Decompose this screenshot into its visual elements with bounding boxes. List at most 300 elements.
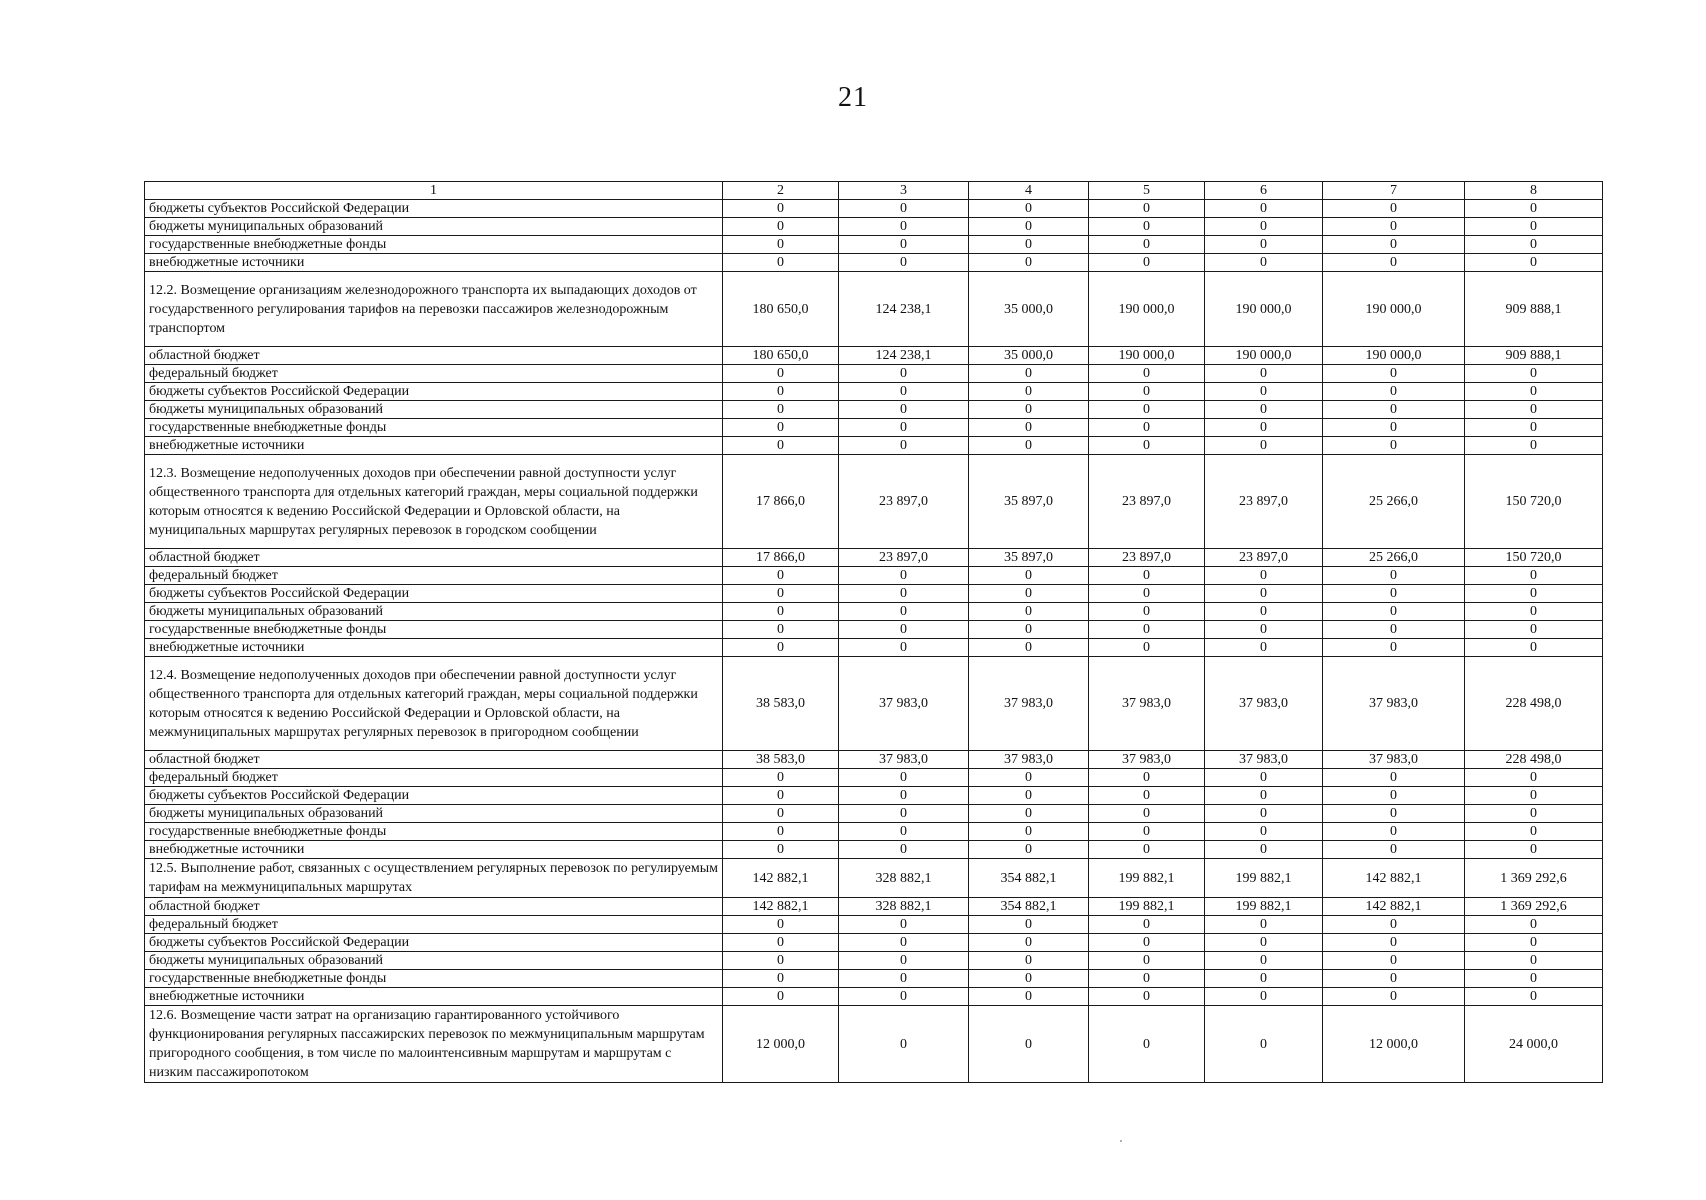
value-cell: 38 583,0 xyxy=(723,657,839,751)
value-cell: 180 650,0 xyxy=(723,272,839,347)
value-cell: 142 882,1 xyxy=(1323,859,1465,898)
table-row xyxy=(145,347,1603,365)
value-cell: 0 xyxy=(1465,603,1603,621)
table-row xyxy=(145,437,1603,455)
value-cell: 0 xyxy=(1205,769,1323,787)
value-cell: 0 xyxy=(1089,952,1205,970)
value-cell: 0 xyxy=(839,916,969,934)
value-cell: 0 xyxy=(1465,639,1603,657)
row-label: бюджеты субъектов Российской Федерации xyxy=(145,787,723,805)
value-cell: 0 xyxy=(839,1006,969,1083)
value-cell: 0 xyxy=(1089,603,1205,621)
table-header-row xyxy=(145,182,1603,200)
value-cell: 0 xyxy=(1089,236,1205,254)
value-cell: 190 000,0 xyxy=(1089,347,1205,365)
value-cell: 0 xyxy=(1089,365,1205,383)
value-cell: 0 xyxy=(1323,603,1465,621)
value-cell: 0 xyxy=(1089,254,1205,272)
table-row xyxy=(145,639,1603,657)
value-cell: 190 000,0 xyxy=(1323,347,1465,365)
value-cell: 0 xyxy=(1205,787,1323,805)
value-cell: 0 xyxy=(1205,218,1323,236)
value-cell: 150 720,0 xyxy=(1465,455,1603,549)
value-cell: 190 000,0 xyxy=(1323,272,1465,347)
value-cell: 0 xyxy=(1089,200,1205,218)
row-label: государственные внебюджетные фонды xyxy=(145,970,723,988)
section-label: 12.4. Возмещение недополученных доходов при обеспечении равной доступности услуг общественного транспорта для отдельных категорий граждан, меры социальной поддержки которым относятся к ведению Российской Федерации и Орловской области, на межмуниципальных маршрутах регулярных перевозок в пригородном сообщении xyxy=(145,657,723,751)
table-row xyxy=(145,621,1603,639)
value-cell: 0 xyxy=(1465,988,1603,1006)
value-cell: 0 xyxy=(839,952,969,970)
row-label: областной бюджет xyxy=(145,751,723,769)
value-cell: 124 238,1 xyxy=(839,272,969,347)
value-cell: 0 xyxy=(723,934,839,952)
value-cell: 0 xyxy=(1465,365,1603,383)
row-label: областной бюджет xyxy=(145,347,723,365)
value-cell: 23 897,0 xyxy=(839,549,969,567)
row-label: внебюджетные источники xyxy=(145,254,723,272)
value-cell: 0 xyxy=(1465,437,1603,455)
value-cell: 0 xyxy=(969,437,1089,455)
value-cell: 0 xyxy=(1205,236,1323,254)
value-cell: 0 xyxy=(723,437,839,455)
table-row xyxy=(145,823,1603,841)
value-cell: 0 xyxy=(969,916,1089,934)
value-cell: 0 xyxy=(969,567,1089,585)
value-cell: 0 xyxy=(1465,383,1603,401)
value-cell: 0 xyxy=(1323,805,1465,823)
value-cell: 0 xyxy=(723,916,839,934)
value-cell: 0 xyxy=(839,988,969,1006)
value-cell: 0 xyxy=(1205,639,1323,657)
value-cell: 0 xyxy=(839,585,969,603)
value-cell: 909 888,1 xyxy=(1465,347,1603,365)
value-cell: 190 000,0 xyxy=(1205,347,1323,365)
value-cell: 0 xyxy=(1323,200,1465,218)
value-cell: 199 882,1 xyxy=(1089,859,1205,898)
value-cell: 0 xyxy=(969,419,1089,437)
value-cell: 0 xyxy=(969,988,1089,1006)
value-cell: 0 xyxy=(1323,437,1465,455)
row-label: государственные внебюджетные фонды xyxy=(145,621,723,639)
table-row xyxy=(145,549,1603,567)
value-cell: 228 498,0 xyxy=(1465,657,1603,751)
table-section-row xyxy=(145,455,1603,549)
value-cell: 0 xyxy=(969,934,1089,952)
value-cell: 0 xyxy=(1205,1006,1323,1083)
value-cell: 328 882,1 xyxy=(839,898,969,916)
value-cell: 0 xyxy=(1323,419,1465,437)
value-cell: 0 xyxy=(839,841,969,859)
value-cell: 0 xyxy=(839,603,969,621)
column-header: 2 xyxy=(723,182,839,200)
value-cell: 0 xyxy=(1323,823,1465,841)
value-cell: 0 xyxy=(1323,254,1465,272)
value-cell: 0 xyxy=(1465,952,1603,970)
value-cell: 0 xyxy=(1465,236,1603,254)
section-label: 12.3. Возмещение недополученных доходов при обеспечении равной доступности услуг общественного транспорта для отдельных категорий граждан, меры социальной поддержки которым относятся к ведению Российской Федерации и Орловской области, на муниципальных маршрутах регулярных перевозок в городском сообщении xyxy=(145,455,723,549)
value-cell: 17 866,0 xyxy=(723,549,839,567)
value-cell: 0 xyxy=(1323,218,1465,236)
value-cell: 0 xyxy=(839,805,969,823)
value-cell: 0 xyxy=(723,805,839,823)
value-cell: 0 xyxy=(1089,823,1205,841)
row-label: государственные внебюджетные фонды xyxy=(145,419,723,437)
value-cell: 0 xyxy=(969,585,1089,603)
value-cell: 0 xyxy=(969,365,1089,383)
value-cell: 35 000,0 xyxy=(969,272,1089,347)
value-cell: 0 xyxy=(1089,621,1205,639)
budget-table xyxy=(144,181,1603,1083)
value-cell: 0 xyxy=(1465,769,1603,787)
table-row xyxy=(145,952,1603,970)
row-label: внебюджетные источники xyxy=(145,841,723,859)
value-cell: 354 882,1 xyxy=(969,898,1089,916)
value-cell: 124 238,1 xyxy=(839,347,969,365)
value-cell: 0 xyxy=(1205,567,1323,585)
value-cell: 142 882,1 xyxy=(723,859,839,898)
value-cell: 23 897,0 xyxy=(839,455,969,549)
value-cell: 0 xyxy=(1465,823,1603,841)
value-cell: 0 xyxy=(1465,200,1603,218)
value-cell: 0 xyxy=(969,639,1089,657)
table-row xyxy=(145,401,1603,419)
value-cell: 0 xyxy=(839,200,969,218)
value-cell: 0 xyxy=(839,437,969,455)
row-label: федеральный бюджет xyxy=(145,916,723,934)
value-cell: 0 xyxy=(839,823,969,841)
value-cell: 142 882,1 xyxy=(1323,898,1465,916)
column-header: 6 xyxy=(1205,182,1323,200)
value-cell: 0 xyxy=(723,621,839,639)
value-cell: 0 xyxy=(1323,787,1465,805)
value-cell: 0 xyxy=(723,769,839,787)
value-cell: 23 897,0 xyxy=(1089,455,1205,549)
table-row xyxy=(145,787,1603,805)
row-label: федеральный бюджет xyxy=(145,769,723,787)
value-cell: 0 xyxy=(839,769,969,787)
value-cell: 0 xyxy=(839,218,969,236)
value-cell: 0 xyxy=(839,567,969,585)
value-cell: 0 xyxy=(1205,603,1323,621)
value-cell: 0 xyxy=(839,970,969,988)
value-cell: 0 xyxy=(969,401,1089,419)
value-cell: 909 888,1 xyxy=(1465,272,1603,347)
row-label: внебюджетные источники xyxy=(145,437,723,455)
value-cell: 0 xyxy=(1089,988,1205,1006)
value-cell: 0 xyxy=(723,823,839,841)
row-label: государственные внебюджетные фонды xyxy=(145,823,723,841)
value-cell: 0 xyxy=(1089,787,1205,805)
value-cell: 0 xyxy=(1323,401,1465,419)
value-cell: 0 xyxy=(1205,916,1323,934)
value-cell: 37 983,0 xyxy=(1205,751,1323,769)
table-row xyxy=(145,841,1603,859)
value-cell: 0 xyxy=(969,970,1089,988)
value-cell: 228 498,0 xyxy=(1465,751,1603,769)
value-cell: 0 xyxy=(1205,200,1323,218)
value-cell: 0 xyxy=(1205,585,1323,603)
value-cell: 0 xyxy=(969,952,1089,970)
value-cell: 0 xyxy=(723,970,839,988)
value-cell: 0 xyxy=(969,769,1089,787)
value-cell: 25 266,0 xyxy=(1323,549,1465,567)
table-row xyxy=(145,934,1603,952)
value-cell: 199 882,1 xyxy=(1205,898,1323,916)
value-cell: 0 xyxy=(1465,218,1603,236)
value-cell: 0 xyxy=(723,218,839,236)
value-cell: 0 xyxy=(723,952,839,970)
value-cell: 0 xyxy=(1465,841,1603,859)
row-label: бюджеты субъектов Российской Федерации xyxy=(145,934,723,952)
value-cell: 142 882,1 xyxy=(723,898,839,916)
value-cell: 0 xyxy=(969,254,1089,272)
value-cell: 0 xyxy=(1465,970,1603,988)
value-cell: 0 xyxy=(723,567,839,585)
value-cell: 23 897,0 xyxy=(1089,549,1205,567)
value-cell: 0 xyxy=(1205,970,1323,988)
value-cell: 0 xyxy=(839,621,969,639)
value-cell: 0 xyxy=(1089,585,1205,603)
value-cell: 0 xyxy=(1089,916,1205,934)
value-cell: 0 xyxy=(1089,841,1205,859)
value-cell: 0 xyxy=(1323,639,1465,657)
table-row xyxy=(145,254,1603,272)
value-cell: 0 xyxy=(1089,419,1205,437)
value-cell: 0 xyxy=(723,383,839,401)
table-row xyxy=(145,898,1603,916)
value-cell: 0 xyxy=(969,236,1089,254)
value-cell: 0 xyxy=(1089,639,1205,657)
value-cell: 0 xyxy=(1323,621,1465,639)
value-cell: 0 xyxy=(1323,970,1465,988)
row-label: федеральный бюджет xyxy=(145,567,723,585)
value-cell: 0 xyxy=(723,585,839,603)
value-cell: 0 xyxy=(969,218,1089,236)
value-cell: 0 xyxy=(1089,769,1205,787)
value-cell: 25 266,0 xyxy=(1323,455,1465,549)
table-row xyxy=(145,585,1603,603)
row-label: внебюджетные источники xyxy=(145,639,723,657)
value-cell: 23 897,0 xyxy=(1205,549,1323,567)
value-cell: 0 xyxy=(839,401,969,419)
column-header: 8 xyxy=(1465,182,1603,200)
table-row xyxy=(145,567,1603,585)
value-cell: 37 983,0 xyxy=(1089,751,1205,769)
value-cell: 0 xyxy=(1089,383,1205,401)
value-cell: 17 866,0 xyxy=(723,455,839,549)
value-cell: 0 xyxy=(723,236,839,254)
value-cell: 0 xyxy=(1465,916,1603,934)
value-cell: 12 000,0 xyxy=(723,1006,839,1083)
row-label: бюджеты субъектов Российской Федерации xyxy=(145,383,723,401)
value-cell: 0 xyxy=(969,1006,1089,1083)
value-cell: 0 xyxy=(1323,988,1465,1006)
value-cell: 0 xyxy=(969,841,1089,859)
row-label: бюджеты субъектов Российской Федерации xyxy=(145,200,723,218)
value-cell: 0 xyxy=(839,639,969,657)
value-cell: 0 xyxy=(1323,934,1465,952)
table-row xyxy=(145,236,1603,254)
table-row xyxy=(145,970,1603,988)
value-cell: 199 882,1 xyxy=(1089,898,1205,916)
section-label: 12.2. Возмещение организациям железнодорожного транспорта их выпадающих доходов от государственного регулирования тарифов на перевозки пассажиров железнодорожным транспортом xyxy=(145,272,723,347)
value-cell: 0 xyxy=(1089,934,1205,952)
value-cell: 0 xyxy=(1205,383,1323,401)
value-cell: 12 000,0 xyxy=(1323,1006,1465,1083)
value-cell: 0 xyxy=(1205,988,1323,1006)
row-label: федеральный бюджет xyxy=(145,365,723,383)
table-row xyxy=(145,916,1603,934)
section-label: 12.5. Выполнение работ, связанных с осуществлением регулярных перевозок по регулируемым тарифам на межмуниципальных маршрутах xyxy=(145,859,723,898)
table-row xyxy=(145,218,1603,236)
value-cell: 0 xyxy=(1465,787,1603,805)
value-cell: 328 882,1 xyxy=(839,859,969,898)
value-cell: 0 xyxy=(969,805,1089,823)
value-cell: 0 xyxy=(1465,934,1603,952)
value-cell: 0 xyxy=(1465,805,1603,823)
value-cell: 0 xyxy=(1205,621,1323,639)
value-cell: 0 xyxy=(1089,1006,1205,1083)
value-cell: 37 983,0 xyxy=(969,657,1089,751)
value-cell: 37 983,0 xyxy=(969,751,1089,769)
value-cell: 0 xyxy=(723,787,839,805)
value-cell: 0 xyxy=(1465,254,1603,272)
value-cell: 37 983,0 xyxy=(839,751,969,769)
value-cell: 35 897,0 xyxy=(969,549,1089,567)
value-cell: 35 000,0 xyxy=(969,347,1089,365)
table-body xyxy=(145,182,1603,1083)
value-cell: 0 xyxy=(839,383,969,401)
row-label: бюджеты муниципальных образований xyxy=(145,401,723,419)
value-cell: 180 650,0 xyxy=(723,347,839,365)
value-cell: 38 583,0 xyxy=(723,751,839,769)
value-cell: 0 xyxy=(723,639,839,657)
value-cell: 190 000,0 xyxy=(1205,272,1323,347)
value-cell: 0 xyxy=(1323,841,1465,859)
table-row xyxy=(145,988,1603,1006)
column-header: 4 xyxy=(969,182,1089,200)
value-cell: 37 983,0 xyxy=(839,657,969,751)
value-cell: 0 xyxy=(1089,218,1205,236)
table-row xyxy=(145,419,1603,437)
row-label: областной бюджет xyxy=(145,549,723,567)
column-header: 3 xyxy=(839,182,969,200)
value-cell: 150 720,0 xyxy=(1465,549,1603,567)
value-cell: 0 xyxy=(1323,236,1465,254)
column-header: 7 xyxy=(1323,182,1465,200)
value-cell: 0 xyxy=(839,254,969,272)
table-row xyxy=(145,751,1603,769)
value-cell: 0 xyxy=(1089,437,1205,455)
value-cell: 199 882,1 xyxy=(1205,859,1323,898)
value-cell: 0 xyxy=(1323,383,1465,401)
value-cell: 0 xyxy=(1205,365,1323,383)
value-cell: 0 xyxy=(723,603,839,621)
value-cell: 0 xyxy=(1205,437,1323,455)
value-cell: 0 xyxy=(839,934,969,952)
value-cell: 35 897,0 xyxy=(969,455,1089,549)
table-row xyxy=(145,603,1603,621)
value-cell: 1 369 292,6 xyxy=(1465,859,1603,898)
value-cell: 0 xyxy=(969,823,1089,841)
value-cell: 1 369 292,6 xyxy=(1465,898,1603,916)
value-cell: 0 xyxy=(723,419,839,437)
row-label: бюджеты субъектов Российской Федерации xyxy=(145,585,723,603)
table-section-row xyxy=(145,657,1603,751)
row-label: бюджеты муниципальных образований xyxy=(145,603,723,621)
value-cell: 0 xyxy=(1205,934,1323,952)
page-number: 21 xyxy=(838,82,868,113)
value-cell: 0 xyxy=(1205,805,1323,823)
value-cell: 0 xyxy=(969,383,1089,401)
value-cell: 0 xyxy=(969,787,1089,805)
value-cell: 0 xyxy=(969,603,1089,621)
row-label: областной бюджет xyxy=(145,898,723,916)
value-cell: 23 897,0 xyxy=(1205,455,1323,549)
value-cell: 0 xyxy=(723,365,839,383)
value-cell: 0 xyxy=(1323,952,1465,970)
row-label: бюджеты муниципальных образований xyxy=(145,952,723,970)
value-cell: 0 xyxy=(1205,419,1323,437)
value-cell: 0 xyxy=(1323,769,1465,787)
row-label: бюджеты муниципальных образований xyxy=(145,218,723,236)
value-cell: 190 000,0 xyxy=(1089,272,1205,347)
value-cell: 0 xyxy=(1205,841,1323,859)
table-row xyxy=(145,365,1603,383)
table-section-row xyxy=(145,1006,1603,1083)
table-section-row xyxy=(145,859,1603,898)
value-cell: 0 xyxy=(1205,952,1323,970)
table-row xyxy=(145,383,1603,401)
value-cell: 0 xyxy=(1089,401,1205,419)
value-cell: 0 xyxy=(723,841,839,859)
value-cell: 0 xyxy=(969,621,1089,639)
value-cell: 0 xyxy=(1465,567,1603,585)
table-row xyxy=(145,769,1603,787)
value-cell: 0 xyxy=(723,988,839,1006)
value-cell: 0 xyxy=(839,365,969,383)
value-cell: 0 xyxy=(1323,585,1465,603)
value-cell: 0 xyxy=(723,200,839,218)
table-row xyxy=(145,200,1603,218)
section-label: 12.6. Возмещение части затрат на организацию гарантированного устойчивого функционирования регулярных пассажирских перевозок по межмуниципальным маршрутам пригородного сообщения, в том числе по малоинтенсивным маршрутам и маршрутам с низким пассажиропотоком xyxy=(145,1006,723,1083)
row-label: государственные внебюджетные фонды xyxy=(145,236,723,254)
value-cell: 0 xyxy=(1465,621,1603,639)
table-row xyxy=(145,805,1603,823)
value-cell: 354 882,1 xyxy=(969,859,1089,898)
value-cell: 0 xyxy=(969,200,1089,218)
column-header: 5 xyxy=(1089,182,1205,200)
value-cell: 0 xyxy=(1205,254,1323,272)
value-cell: 0 xyxy=(723,254,839,272)
value-cell: 0 xyxy=(839,236,969,254)
value-cell: 0 xyxy=(1205,823,1323,841)
value-cell: 0 xyxy=(1323,916,1465,934)
value-cell: 0 xyxy=(1465,419,1603,437)
table-section-row xyxy=(145,272,1603,347)
value-cell: 0 xyxy=(1323,567,1465,585)
value-cell: 0 xyxy=(839,419,969,437)
value-cell: 0 xyxy=(1089,805,1205,823)
column-header: 1 xyxy=(145,182,723,200)
value-cell: 0 xyxy=(1089,970,1205,988)
row-label: внебюджетные источники xyxy=(145,988,723,1006)
value-cell: 0 xyxy=(1323,365,1465,383)
value-cell: 0 xyxy=(1089,567,1205,585)
value-cell: 0 xyxy=(1205,401,1323,419)
value-cell: 37 983,0 xyxy=(1323,751,1465,769)
